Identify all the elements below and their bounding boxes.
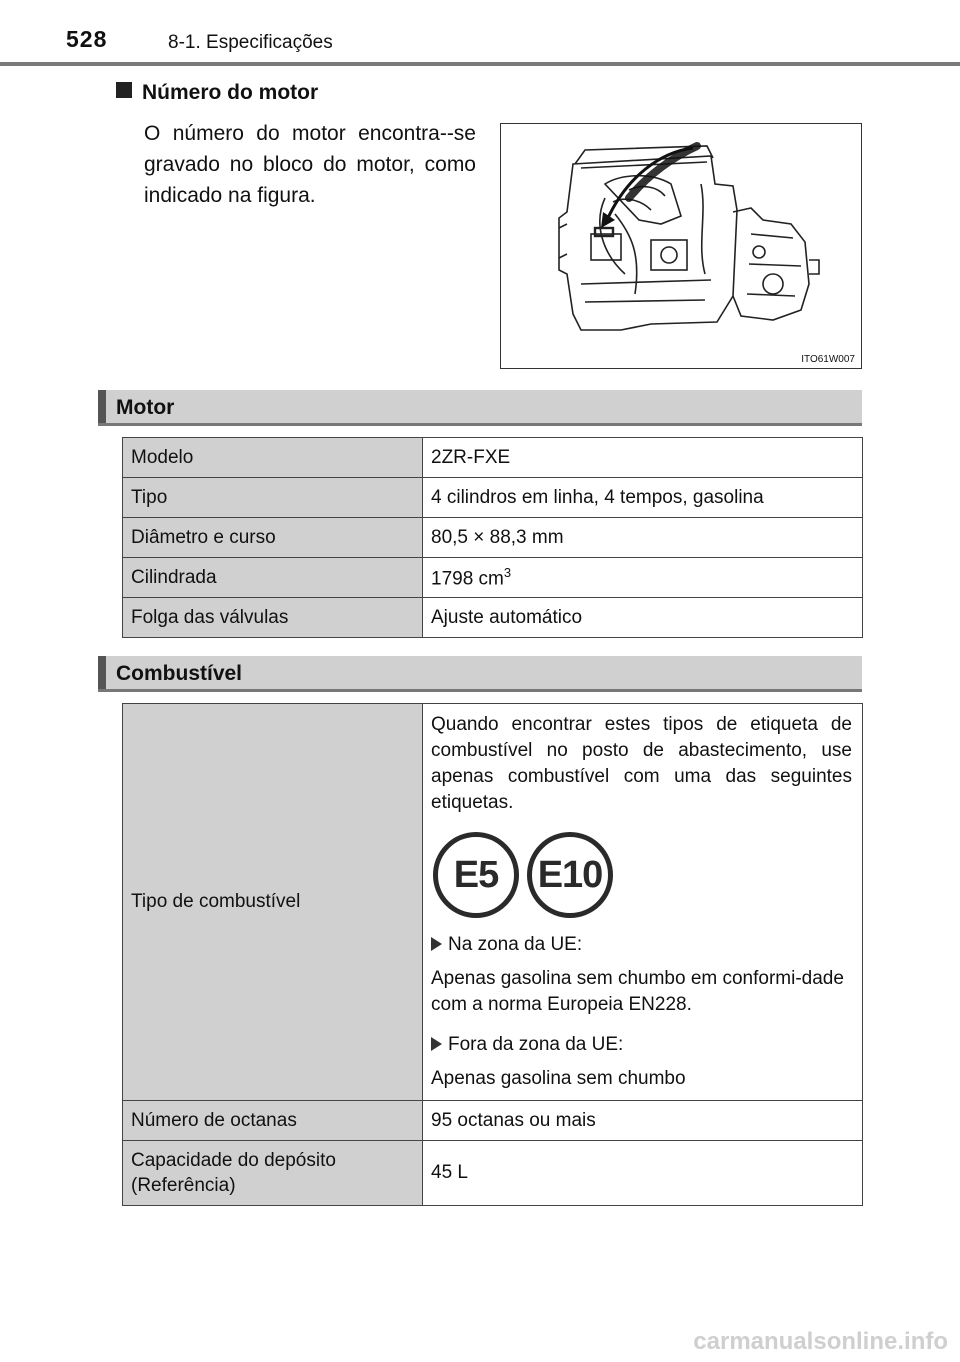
spec-value: 45 L: [423, 1141, 863, 1206]
e5-fuel-label: E5: [433, 832, 519, 918]
table-row: [123, 704, 863, 1101]
section-title: 8-1. Especificações: [168, 32, 333, 53]
square-bullet-icon: [116, 82, 132, 98]
motor-heading-label: Motor: [116, 396, 175, 419]
table-row: [123, 558, 863, 598]
spec-value: 80,5 × 88,3 mm: [423, 518, 863, 558]
triangle-bullet-icon: [431, 1037, 442, 1051]
table-row: [123, 518, 863, 558]
header-rule: [0, 62, 960, 66]
fuel-section-heading: [98, 656, 862, 692]
spec-value: [423, 558, 863, 598]
spec-key: Número de octanas: [123, 1101, 423, 1141]
spec-key: Cilindrada: [123, 558, 423, 598]
displacement-value: 1798 cm: [431, 568, 504, 590]
heading-bar: [98, 656, 106, 689]
spec-value: 4 cilindros em linha, 4 tempos, gasolina: [423, 478, 863, 518]
non-eu-zone-bullet: [431, 1032, 852, 1058]
fuel-labels: [433, 832, 852, 918]
page-header: [0, 0, 960, 68]
spec-key: Tipo: [123, 478, 423, 518]
watermark: carmanualsonline.info: [693, 1328, 948, 1355]
motor-section-heading: [98, 390, 862, 426]
heading-bar: [98, 390, 106, 423]
fuel-type-cell: [423, 704, 863, 1101]
table-row: [123, 438, 863, 478]
table-row: [123, 1101, 863, 1141]
table-row: [123, 478, 863, 518]
triangle-bullet-icon: [431, 937, 442, 951]
figure-caption: ITO61W007: [801, 354, 855, 365]
spec-key: Capacidade do depósito (Referência): [123, 1141, 423, 1206]
fuel-label-intro: Quando encontrar estes tipos de etiqueta de combustível no posto de abastecimento, use apenas combustível com uma das seguintes etiquetas.: [431, 714, 852, 813]
engine-number-text: O número do motor encontra--se gravado no bloco do motor, como indicado na figura.: [144, 122, 476, 207]
eu-zone-text: Apenas gasolina sem chumbo em conformi-dade com a norma Europeia EN228.: [431, 968, 844, 1015]
eu-zone-title: Na zona da UE:: [448, 934, 583, 955]
table-row: [123, 1141, 863, 1206]
engine-number-heading-text: Número do motor: [142, 81, 319, 104]
table-row: [123, 598, 863, 638]
spec-key: Modelo: [123, 438, 423, 478]
engine-illustration: [501, 124, 861, 368]
engine-figure: [500, 123, 862, 369]
engine-number-heading: [116, 81, 318, 105]
spec-key: Folga das válvulas: [123, 598, 423, 638]
fuel-spec-table: [122, 703, 863, 1206]
spec-key: Tipo de combustível: [123, 704, 423, 1101]
spec-value: 2ZR-FXE: [423, 438, 863, 478]
eu-zone-bullet: [431, 932, 852, 958]
e10-fuel-label: E10: [527, 832, 613, 918]
non-eu-zone-title: Fora da zona da UE:: [448, 1034, 624, 1055]
non-eu-zone-text: Apenas gasolina sem chumbo: [431, 1068, 686, 1089]
page-number: 528: [66, 26, 108, 52]
spec-value: 95 octanas ou mais: [423, 1101, 863, 1141]
displacement-unit-exponent: 3: [503, 564, 512, 580]
spec-value: Ajuste automático: [423, 598, 863, 638]
motor-spec-table: [122, 437, 863, 638]
fuel-heading-label: Combustível: [116, 662, 243, 685]
spec-key: Diâmetro e curso: [123, 518, 423, 558]
